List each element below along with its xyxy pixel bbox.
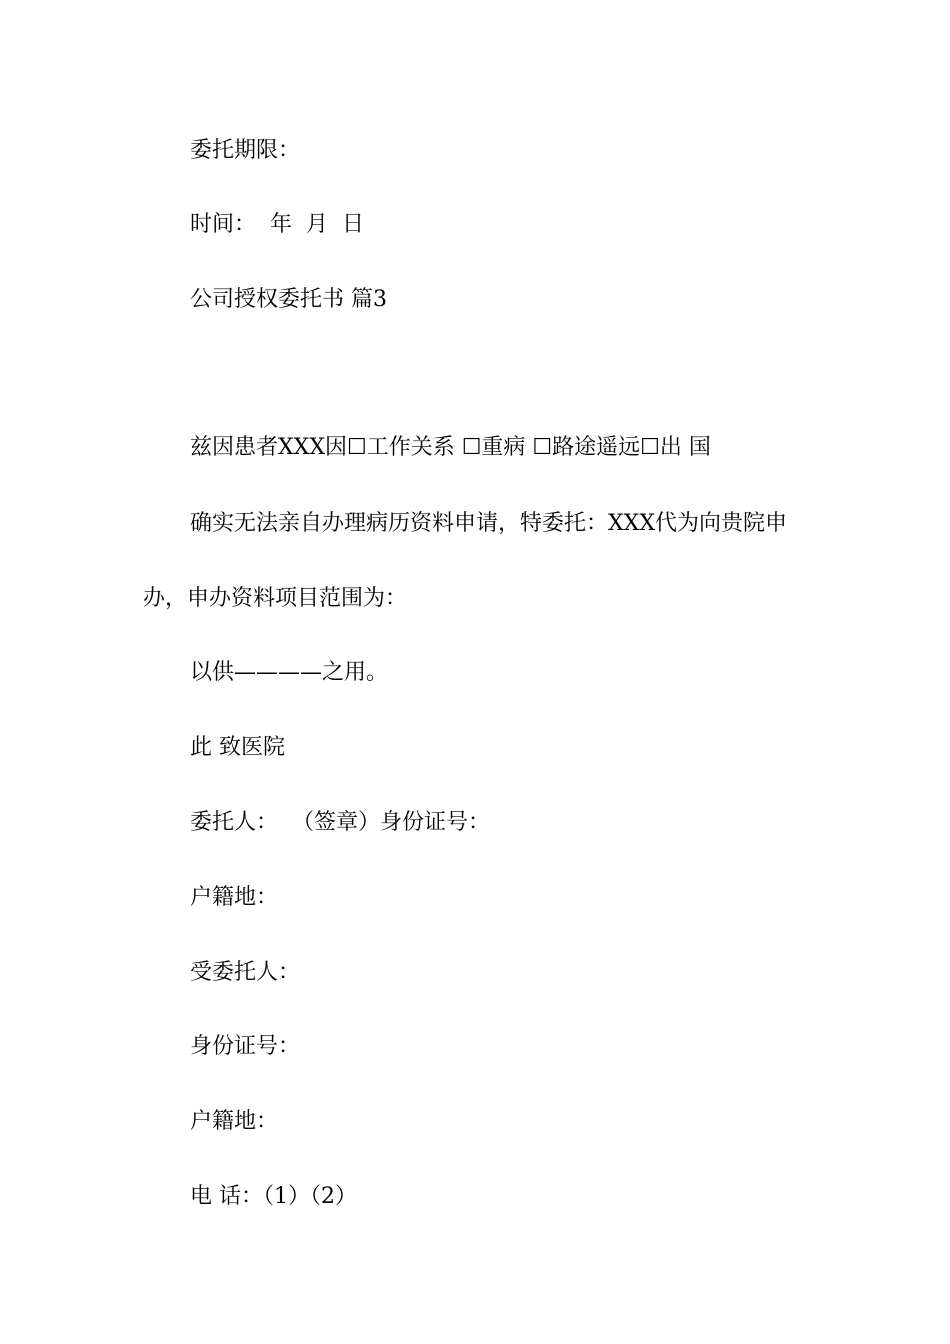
purpose-line: 以供————之用。 <box>190 660 389 685</box>
entrust-period-line: 委托期限： <box>190 138 301 163</box>
patient-reason-line: 兹因患者XXX因☐工作关系 ☐重病 ☐路途遥远☐出 国 <box>190 435 711 460</box>
principal-line: 委托人： （签章）身份证号： <box>190 810 490 835</box>
agent-residence-line: 户籍地： <box>190 1109 279 1134</box>
agent-line: 受委托人： <box>190 960 301 985</box>
entrust-scope-line: 办，申办资料项目范围为： <box>143 586 408 611</box>
addressee-line: 此 致医院 <box>190 735 285 760</box>
date-line: 时间： 年 月 日 <box>190 212 364 237</box>
entrust-statement-line: 确实无法亲自办理病历资料申请，特委托：XXX代为向贵院申 <box>190 511 787 536</box>
agent-id-line: 身份证号： <box>190 1034 301 1059</box>
section-title: 公司授权委托书 篇3 <box>190 287 387 312</box>
phone-line: 电 话：（1）（2） <box>190 1184 357 1209</box>
principal-residence-line: 户籍地： <box>190 885 279 910</box>
